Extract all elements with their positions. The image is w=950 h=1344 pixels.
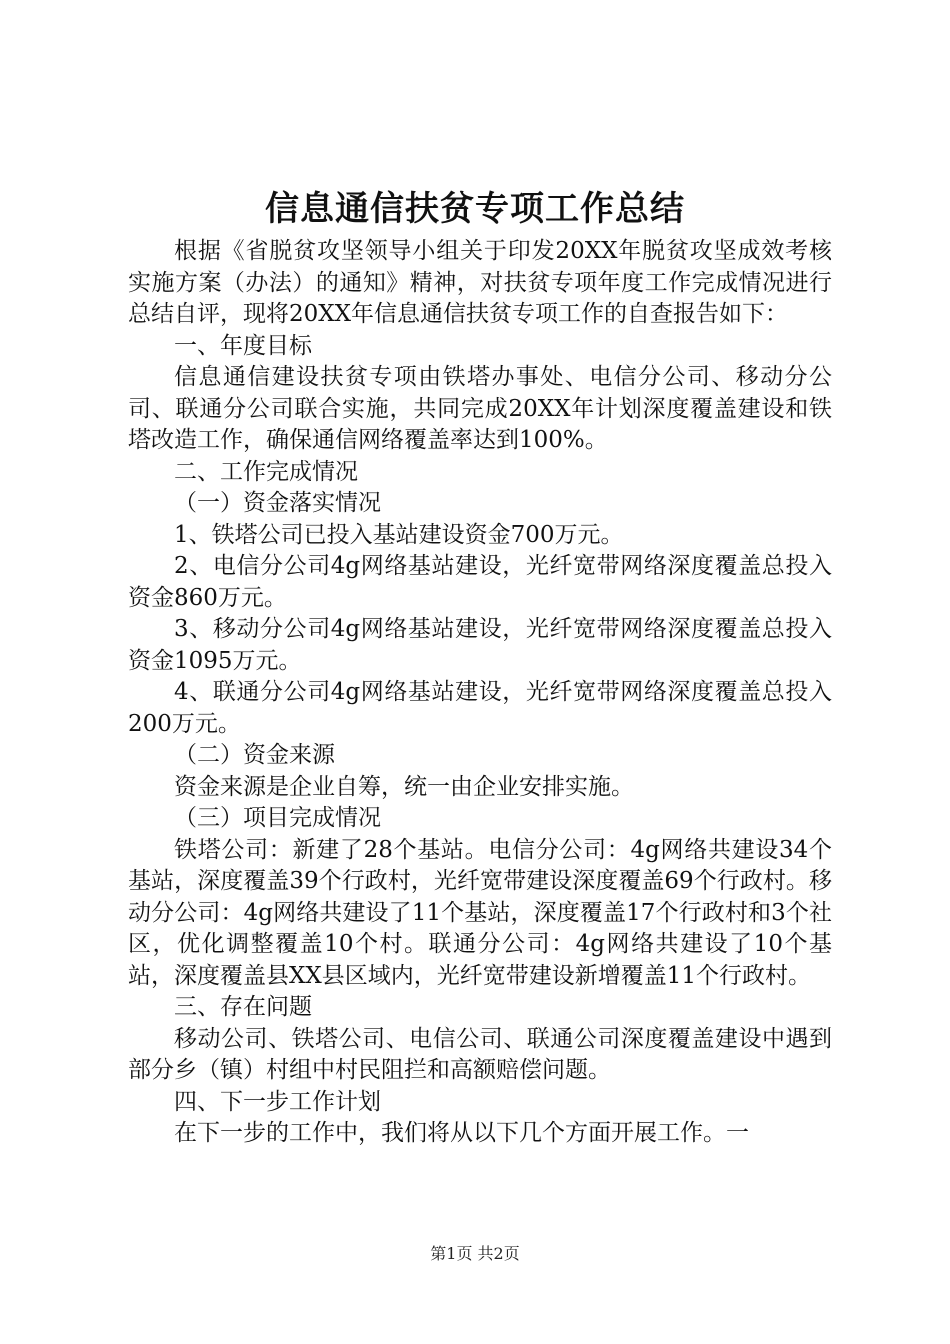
project-completion-paragraph: 铁塔公司：新建了28个基站。电信分公司：4g网络共建设34个基站，深度覆盖39个行政村，光纤宽带建设深度覆盖69个行政村。移动分公司：4g网络共建设了11个基站，深度覆盖17个行政村和3个社区，优化调整覆盖10个村。联通分公司：4g网络共建设了10个基站，深度覆盖县XX县区域内，光纤宽带建设新增覆盖11个行政村。 [128, 836, 832, 989]
subsection-heading-project-completion: （三）项目完成情况 [174, 805, 381, 831]
section-heading-annual-goal: 一、年度目标 [174, 332, 312, 359]
funds-item-3: 3、移动分公司4g网络基站建设，光纤宽带网络深度覆盖总投入资金1095万元。 [128, 616, 832, 674]
section-heading-problems: 三、存在问题 [174, 994, 312, 1020]
funds-item-1: 1、铁塔公司已投入基站建设资金700万元。 [174, 521, 624, 548]
funds-item-4: 4、联通分公司4g网络基站建设，光纤宽带网络深度覆盖总投入200万元。 [128, 679, 832, 737]
next-plan-paragraph: 在下一步的工作中，我们将从以下几个方面开展工作。一 [174, 1120, 749, 1146]
section-heading-work-completion: 二、工作完成情况 [174, 458, 358, 485]
document-body [128, 236, 832, 1150]
section-heading-next-plan: 四、下一步工作计划 [174, 1088, 381, 1115]
problems-paragraph: 移动公司、铁塔公司、电信公司、联通公司深度覆盖建设中遇到部分乡（镇）村组中村民阻拦和高额赔偿问题。 [128, 1025, 832, 1083]
document-title: 信息通信扶贫专项工作总结 [265, 189, 685, 229]
funds-item-2: 2、电信分公司4g网络基站建设，光纤宽带网络深度覆盖总投入资金860万元。 [128, 553, 832, 611]
fund-source-paragraph: 资金来源是企业自筹，统一由企业安排实施。 [174, 773, 634, 800]
subsection-heading-funds: （一）资金落实情况 [174, 490, 381, 516]
subsection-heading-fund-source: （二）资金来源 [174, 742, 335, 768]
annual-goal-paragraph: 信息通信建设扶贫专项由铁塔办事处、电信分公司、移动分公司、联通分公司联合实施，共同完成20XX年计划深度覆盖建设和铁塔改造工作，确保通信网络覆盖率达到100%。 [128, 364, 832, 453]
intro-paragraph: 根据《省脱贫攻坚领导小组关于印发20XX年脱贫攻坚成效考核实施方案（办法）的通知》精神，对扶贫专项年度工作完成情况进行总结自评，现将20XX年信息通信扶贫专项工作的自查报告如下： [128, 238, 832, 327]
page-footer: 第1页 共2页 [430, 1244, 520, 1263]
